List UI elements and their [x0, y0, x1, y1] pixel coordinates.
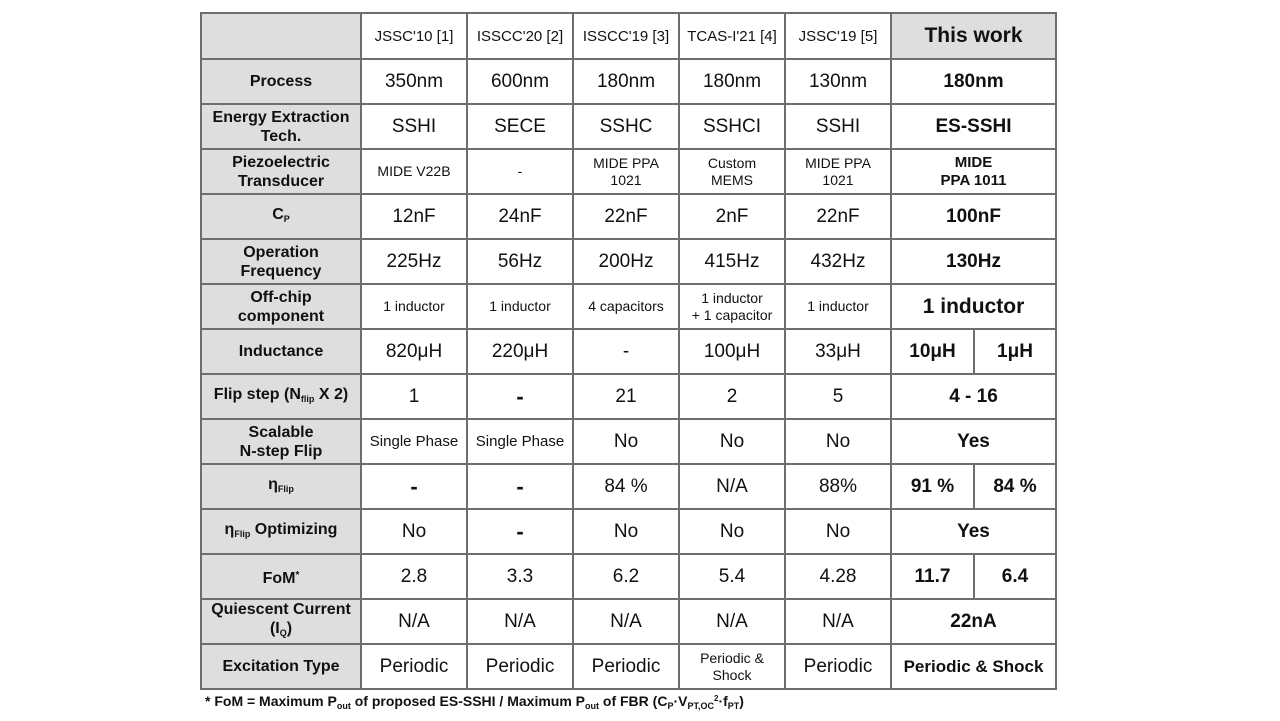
table-cell: 88%: [785, 464, 891, 509]
row-label-post: ): [286, 620, 293, 637]
table-cell: N/A: [361, 599, 467, 644]
table-cell-this-work: 22nA: [891, 599, 1056, 644]
table-cell: No: [361, 509, 467, 554]
table-cell: No: [679, 509, 785, 554]
table-cell: SSHI: [785, 104, 891, 149]
table-cell: 600nm: [467, 59, 573, 104]
table-cell-this-work: 11.7: [891, 554, 974, 599]
table-cell: [785, 149, 891, 194]
table-cell-this-work: 6.4: [974, 554, 1056, 599]
cell-line: 1021: [610, 171, 642, 188]
table-cell: 180nm: [573, 59, 679, 104]
table-cell: No: [785, 419, 891, 464]
column-header: ISSCC'19 [3]: [573, 13, 679, 59]
column-header: ISSCC'20 [2]: [467, 13, 573, 59]
table-cell: Periodic: [785, 644, 891, 689]
table-cell: 33μH: [785, 329, 891, 374]
table-cell: N/A: [679, 599, 785, 644]
table-cell: No: [573, 509, 679, 554]
table-cell: -: [467, 374, 573, 419]
row-label-post: Optimizing: [250, 520, 338, 538]
row-label-main: η: [224, 520, 235, 538]
row-label-subscript: Q: [279, 628, 287, 638]
row-label-line: Scalable: [248, 423, 314, 441]
table-cell: 820μH: [361, 329, 467, 374]
table-cell: [573, 149, 679, 194]
row-label-line: Off-chip: [250, 288, 312, 306]
table-cell: 350nm: [361, 59, 467, 104]
table-cell-this-work: 1μH: [974, 329, 1056, 374]
table-cell: 6.2: [573, 554, 679, 599]
column-header: JSSC'10 [1]: [361, 13, 467, 59]
footnote-text: of FBR (C: [599, 693, 668, 709]
table-cell: 1 inductor: [785, 284, 891, 329]
row-label-line: Piezoelectric: [232, 153, 330, 171]
table-cell: [679, 284, 785, 329]
cell-line: PPA 1011: [940, 171, 1007, 189]
row-label: [201, 284, 361, 329]
table-cell-this-work: 130Hz: [891, 239, 1056, 284]
table-cell: -: [361, 464, 467, 509]
table-row-process: [201, 59, 1056, 104]
table-cell: 56Hz: [467, 239, 573, 284]
table-row-flip-step: [201, 374, 1056, 419]
table-cell: N/A: [679, 464, 785, 509]
row-label: Process: [201, 59, 361, 104]
table-cell-this-work: ES-SSHI: [891, 104, 1056, 149]
table-row-energy-extraction: [201, 104, 1056, 149]
cell-line: MIDE: [954, 153, 993, 171]
column-header: JSSC'19 [5]: [785, 13, 891, 59]
row-label-main: Flip step (N: [213, 385, 301, 403]
row-label-subscript: Flip: [277, 483, 294, 494]
table-cell-this-work: Periodic & Shock: [891, 644, 1056, 689]
row-label: [201, 194, 361, 239]
footnote-text: of proposed ES-SSHI / Maximum P: [350, 693, 586, 709]
row-label: [201, 554, 361, 599]
table-row-eta-optimizing: [201, 509, 1056, 554]
row-label-superscript: *: [295, 569, 300, 581]
table-cell: 180nm: [679, 59, 785, 104]
table-row-eta-flip: [201, 464, 1056, 509]
table-cell-this-work: 180nm: [891, 59, 1056, 104]
comparison-table: [200, 12, 1057, 690]
row-label: [201, 464, 361, 509]
footnote-subscript: out: [585, 701, 600, 711]
table-cell: -: [467, 149, 573, 194]
table-cell: 4 capacitors: [573, 284, 679, 329]
table-cell: Periodic: [573, 644, 679, 689]
table-cell: 432Hz: [785, 239, 891, 284]
corner-cell: [201, 13, 361, 59]
table-cell: 4.28: [785, 554, 891, 599]
table-cell: 24nF: [467, 194, 573, 239]
row-label-line: Operation: [243, 243, 319, 261]
row-label: [201, 419, 361, 464]
table-cell: 22nF: [573, 194, 679, 239]
row-label-line: [204, 619, 358, 643]
footnote-subscript: out: [336, 701, 351, 711]
table-cell: Periodic: [467, 644, 573, 689]
table-cell-this-work: 1 inductor: [891, 284, 1056, 329]
table-cell: -: [467, 509, 573, 554]
table-cell: Periodic: [361, 644, 467, 689]
table-cell: 2.8: [361, 554, 467, 599]
table-cell: N/A: [573, 599, 679, 644]
row-label-line: Tech.: [260, 127, 302, 145]
cell-line: Periodic &: [700, 649, 764, 666]
table-row-excitation: [201, 644, 1056, 689]
row-label-line: Energy Extraction: [212, 108, 350, 126]
footnote-text: ·V: [673, 693, 688, 709]
table-cell: 1: [361, 374, 467, 419]
cell-line: MEMS: [711, 171, 753, 188]
cell-line: Shock: [712, 666, 752, 683]
table-cell: 130nm: [785, 59, 891, 104]
column-header-this-work: This work: [891, 13, 1056, 59]
table-cell: No: [785, 509, 891, 554]
cell-line: 1 inductor: [701, 289, 763, 306]
table-cell: 22nF: [785, 194, 891, 239]
footnote-text: ): [739, 693, 744, 709]
table-cell: 3.3: [467, 554, 573, 599]
table-cell: 1 inductor: [361, 284, 467, 329]
footnote-superscript: 2: [713, 694, 719, 703]
table-cell-this-work: [891, 149, 1056, 194]
table-cell: 225Hz: [361, 239, 467, 284]
table-row-piezoelectric: [201, 149, 1056, 194]
row-label-line: Frequency: [240, 262, 322, 280]
row-label: [201, 374, 361, 419]
table-cell-this-work: 4 - 16: [891, 374, 1056, 419]
row-label-main: (I: [269, 620, 280, 637]
table-cell: SSHI: [361, 104, 467, 149]
column-header: TCAS-I'21 [4]: [679, 13, 785, 59]
table-row-scalable: [201, 419, 1056, 464]
table-row-cp: [201, 194, 1056, 239]
cell-line: + 1 capacitor: [691, 306, 773, 323]
table-row-offchip: [201, 284, 1056, 329]
table-cell: 100μH: [679, 329, 785, 374]
table-cell: -: [467, 464, 573, 509]
table-cell-this-work: 10μH: [891, 329, 974, 374]
table-cell: SECE: [467, 104, 573, 149]
table-cell: 84 %: [573, 464, 679, 509]
table-cell: Single Phase: [361, 419, 467, 464]
table-cell-this-work: 84 %: [974, 464, 1056, 509]
table-row-quiescent: [201, 599, 1056, 644]
table-cell: 12nF: [361, 194, 467, 239]
cell-line: Custom: [707, 154, 757, 171]
row-label-line: Transducer: [237, 172, 325, 190]
table-row-frequency: [201, 239, 1056, 284]
cell-line: MIDE PPA: [805, 154, 871, 171]
table-cell: 415Hz: [679, 239, 785, 284]
row-label-post: X 2): [314, 385, 349, 403]
row-label-line: Quiescent Current: [211, 601, 351, 618]
table-cell: Single Phase: [467, 419, 573, 464]
table-cell: [679, 644, 785, 689]
cell-line: MIDE PPA: [593, 154, 659, 171]
row-label-subscript: flip: [300, 393, 315, 404]
table-cell: No: [679, 419, 785, 464]
row-label-subscript: P: [283, 213, 290, 224]
table-cell: 220μH: [467, 329, 573, 374]
table-cell: 1 inductor: [467, 284, 573, 329]
footnote-subscript: PT,OC: [687, 701, 714, 711]
row-label-line: component: [237, 307, 325, 325]
row-label: [201, 509, 361, 554]
table-cell: 5.4: [679, 554, 785, 599]
footnote-text: * FoM = Maximum P: [205, 693, 337, 709]
table-cell: 2: [679, 374, 785, 419]
header-row: [201, 13, 1056, 59]
table-cell-this-work: 100nF: [891, 194, 1056, 239]
cell-line: 1021: [822, 171, 854, 188]
table-cell: SSHCI: [679, 104, 785, 149]
row-label: [201, 149, 361, 194]
table-cell: SSHC: [573, 104, 679, 149]
table-cell: 5: [785, 374, 891, 419]
row-label-main: C: [272, 205, 284, 223]
table-cell: N/A: [785, 599, 891, 644]
table-row-inductance: [201, 329, 1056, 374]
table-cell: MIDE V22B: [361, 149, 467, 194]
table-row-fom: [201, 554, 1056, 599]
row-label: [201, 599, 361, 644]
table-cell: 200Hz: [573, 239, 679, 284]
row-label: [201, 104, 361, 149]
footnote: [205, 693, 744, 711]
table-cell: 2nF: [679, 194, 785, 239]
table-cell-this-work: 91 %: [891, 464, 974, 509]
footnote-subscript: P: [667, 701, 674, 711]
row-label-line: N-step Flip: [239, 442, 323, 460]
row-label: Inductance: [201, 329, 361, 374]
table-cell-this-work: Yes: [891, 509, 1056, 554]
table-cell: N/A: [467, 599, 573, 644]
table-cell-this-work: Yes: [891, 419, 1056, 464]
table-cell: No: [573, 419, 679, 464]
table-cell: [679, 149, 785, 194]
table-cell: 21: [573, 374, 679, 419]
footnote-subscript: PT: [727, 701, 740, 711]
table-cell: -: [573, 329, 679, 374]
row-label-main: η: [268, 475, 278, 493]
footnote-text: ·f: [718, 693, 728, 709]
row-label: Excitation Type: [201, 644, 361, 689]
row-label-main: FoM: [262, 569, 296, 587]
row-label-subscript: Flip: [234, 528, 251, 539]
row-label: [201, 239, 361, 284]
